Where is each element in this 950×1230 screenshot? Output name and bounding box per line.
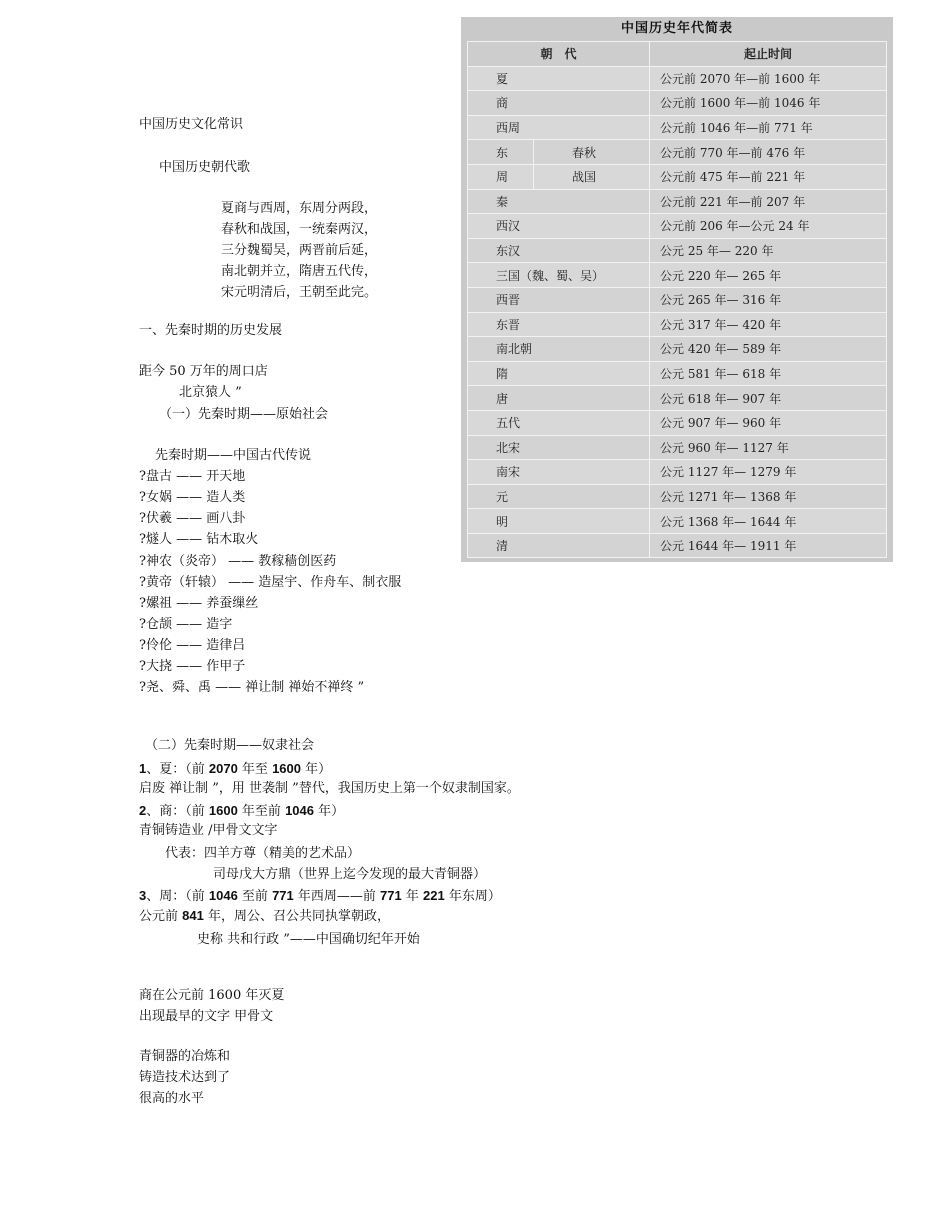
song-title: 中国历史朝代歌	[159, 160, 251, 175]
table-row	[468, 386, 887, 411]
period-cell: 公元前 2070 年—前 1600 年	[650, 66, 887, 91]
text: 年）	[300, 762, 332, 777]
period-cell: 公元 25 年— 220 年	[650, 238, 887, 263]
bronze-line: 很高的水平	[139, 1091, 205, 1106]
legend-heading: 先秦时期——中国古代传说	[155, 448, 312, 463]
table-row	[468, 484, 887, 509]
year: 841	[182, 908, 204, 923]
num: 1	[139, 761, 147, 776]
peking-text: 距今 50 万年的周口店	[139, 364, 268, 379]
period-cell: 公元前 206 年—公元 24 年	[650, 214, 887, 239]
bronze-line: 铸造技术达到了	[139, 1070, 231, 1085]
doc-title: 中国历史文化常识	[139, 117, 244, 132]
text: 年西周——前	[293, 889, 381, 904]
dynasty-cell: 夏	[468, 66, 650, 91]
period-cell: 公元 420 年— 589 年	[650, 337, 887, 362]
table-row	[468, 361, 887, 386]
text: 年东周）	[444, 889, 501, 904]
dynasty-cell: 隋	[468, 361, 650, 386]
rep-line: 代表：四羊方尊（精美的艺术品）	[165, 846, 361, 861]
period-cell: 公元前 475 年—前 221 年	[650, 164, 887, 189]
dynasty-cell: 西晋	[468, 287, 650, 312]
period-cell: 公元 1271 年— 1368 年	[650, 484, 887, 509]
oracle-text: 出现最早的文字 甲骨文	[139, 1009, 274, 1024]
song-line: 三分魏蜀吴，两晋前后延，	[221, 243, 378, 258]
text: 年至	[237, 762, 273, 777]
table-row	[468, 337, 887, 362]
dynasty-cell: 西周	[468, 115, 650, 140]
legend-item: ?大挠 —— 作甲子	[139, 659, 246, 674]
text: 年	[401, 889, 423, 904]
song-line: 夏商与西周，东周分两段，	[221, 201, 378, 216]
legend-item: ?伏羲 —— 画八卦	[139, 511, 246, 526]
num: 3	[139, 888, 147, 903]
legend-item: ?盘古 —— 开天地	[139, 469, 246, 484]
table-row	[468, 435, 887, 460]
dynasty-cell: 东汉	[468, 238, 650, 263]
period-cell: 公元 907 年— 960 年	[650, 410, 887, 435]
table-row	[468, 91, 887, 116]
peking-text: 北京猿人 ”	[179, 385, 242, 400]
year: 1600	[272, 761, 301, 776]
period-cell: 公元 618 年— 907 年	[650, 386, 887, 411]
period-cell: 公元前 1600 年—前 1046 年	[650, 91, 887, 116]
subsection-heading: （二）先秦时期——奴隶社会	[145, 738, 315, 753]
shang-desc: 青铜铸造业 /甲骨文文字	[139, 823, 278, 838]
group-cell: 周	[468, 164, 534, 189]
table-row	[468, 189, 887, 214]
legend-item: ?女娲 —— 造人类	[139, 490, 246, 505]
bronze-line: 青铜器的冶炼和	[139, 1049, 231, 1064]
legend-item: ?伶伦 —— 造律吕	[139, 638, 246, 653]
table-row	[468, 312, 887, 337]
dynasty-cell: 东晋	[468, 312, 650, 337]
table-row	[468, 164, 887, 189]
legend-item: ?神农（炎帝） —— 教稼穑创医药	[139, 554, 337, 569]
period-cell: 公元 581 年— 618 年	[650, 361, 887, 386]
dynasty-cell: 五代	[468, 410, 650, 435]
dynasty-table-image	[461, 17, 893, 562]
dynasty-cell: 西汉	[468, 214, 650, 239]
period-cell: 公元 1127 年— 1279 年	[650, 460, 887, 485]
text: 年）	[313, 804, 345, 819]
section-heading: 一、先秦时期的历史发展	[139, 323, 283, 338]
dynasty-cell: 三国（魏、蜀、吴）	[468, 263, 650, 288]
shang-heading	[139, 802, 344, 821]
table-row	[468, 287, 887, 312]
dynasty-table	[467, 41, 887, 558]
text: 年至前	[237, 804, 286, 819]
dynasty-cell: 秦	[468, 189, 650, 214]
dynasty-cell: 战国	[534, 164, 650, 189]
song-line: 春秋和战国，一统秦两汉，	[221, 222, 378, 237]
song-line: 南北朝并立，隋唐五代传，	[221, 264, 378, 279]
legend-item: ?尧、舜、禹 —— 禅让制 禅始不禅终 ”	[139, 680, 365, 695]
table-row	[468, 214, 887, 239]
subsection-heading: （一）先秦时期——原始社会	[159, 407, 329, 422]
shang-end: 商在公元前 1600 年灭夏	[139, 988, 285, 1003]
table-row	[468, 460, 887, 485]
table-row	[468, 509, 887, 534]
year: 2070	[208, 761, 238, 776]
period-cell: 公元 1368 年— 1644 年	[650, 509, 887, 534]
period-cell: 公元前 770 年—前 476 年	[650, 140, 887, 165]
period-cell: 公元 265 年— 316 年	[650, 287, 887, 312]
text: 至前	[237, 889, 273, 904]
text: 公元前	[139, 909, 183, 924]
text: 年，周公、召公共同执掌朝政，	[203, 909, 390, 924]
period-cell: 公元 220 年— 265 年	[650, 263, 887, 288]
year: 221	[423, 888, 445, 903]
dynasty-cell: 商	[468, 91, 650, 116]
group-cell: 东	[468, 140, 534, 165]
dynasty-cell: 春秋	[534, 140, 650, 165]
period-cell: 公元 317 年— 420 年	[650, 312, 887, 337]
year: 1046	[285, 803, 314, 818]
table-row	[468, 410, 887, 435]
period-cell: 公元 1644 年— 1911 年	[650, 533, 887, 558]
xia-desc: 启废 禅让制 ”，用 世袭制 ”替代，我国历史上第一个奴隶制国家。	[139, 781, 520, 796]
header-period: 起止时间	[650, 42, 887, 67]
dynasty-cell: 清	[468, 533, 650, 558]
period-cell: 公元前 221 年—前 207 年	[650, 189, 887, 214]
year: 1046	[208, 888, 238, 903]
legend-item: ?燧人 —— 钻木取火	[139, 532, 259, 547]
table-row	[468, 263, 887, 288]
table-row	[468, 140, 887, 165]
table-title: 中国历史年代简表	[620, 21, 733, 36]
dynasty-cell: 唐	[468, 386, 650, 411]
legend-item: ?嫘祖 —— 养蚕缫丝	[139, 596, 259, 611]
text: 、周：（前	[146, 889, 209, 904]
xia-heading	[139, 760, 331, 779]
period-cell: 公元前 1046 年—前 771 年	[650, 115, 887, 140]
year: 771	[380, 888, 402, 903]
table-row	[468, 533, 887, 558]
gonghe-line: 史称 共和行政 ”——中国确切纪年开始	[197, 932, 420, 947]
gonghe-line	[139, 907, 390, 926]
dynasty-cell: 北宋	[468, 435, 650, 460]
table-row	[468, 238, 887, 263]
period-cell: 公元 960 年— 1127 年	[650, 435, 887, 460]
dynasty-cell: 南宋	[468, 460, 650, 485]
text: 、夏：（前	[146, 762, 209, 777]
rep-line: 司母戊大方鼎（世界上迄今发现的最大青铜器）	[213, 867, 487, 882]
legend-item: ?仓颉 —— 造字	[139, 617, 233, 632]
dynasty-cell: 元	[468, 484, 650, 509]
num: 2	[139, 803, 147, 818]
header-dynasty: 朝 代	[468, 42, 650, 67]
table-row	[468, 66, 887, 91]
song-line: 宋元明清后，王朝至此完。	[221, 285, 378, 300]
dynasty-cell: 南北朝	[468, 337, 650, 362]
zhou-heading	[139, 887, 501, 906]
text: 、商：（前	[146, 804, 209, 819]
table-row	[468, 115, 887, 140]
year: 771	[272, 888, 294, 903]
year: 1600	[208, 803, 238, 818]
dynasty-cell: 明	[468, 509, 650, 534]
legend-item: ?黄帝（轩辕） —— 造屋宇、作舟车、制衣服	[139, 575, 402, 590]
